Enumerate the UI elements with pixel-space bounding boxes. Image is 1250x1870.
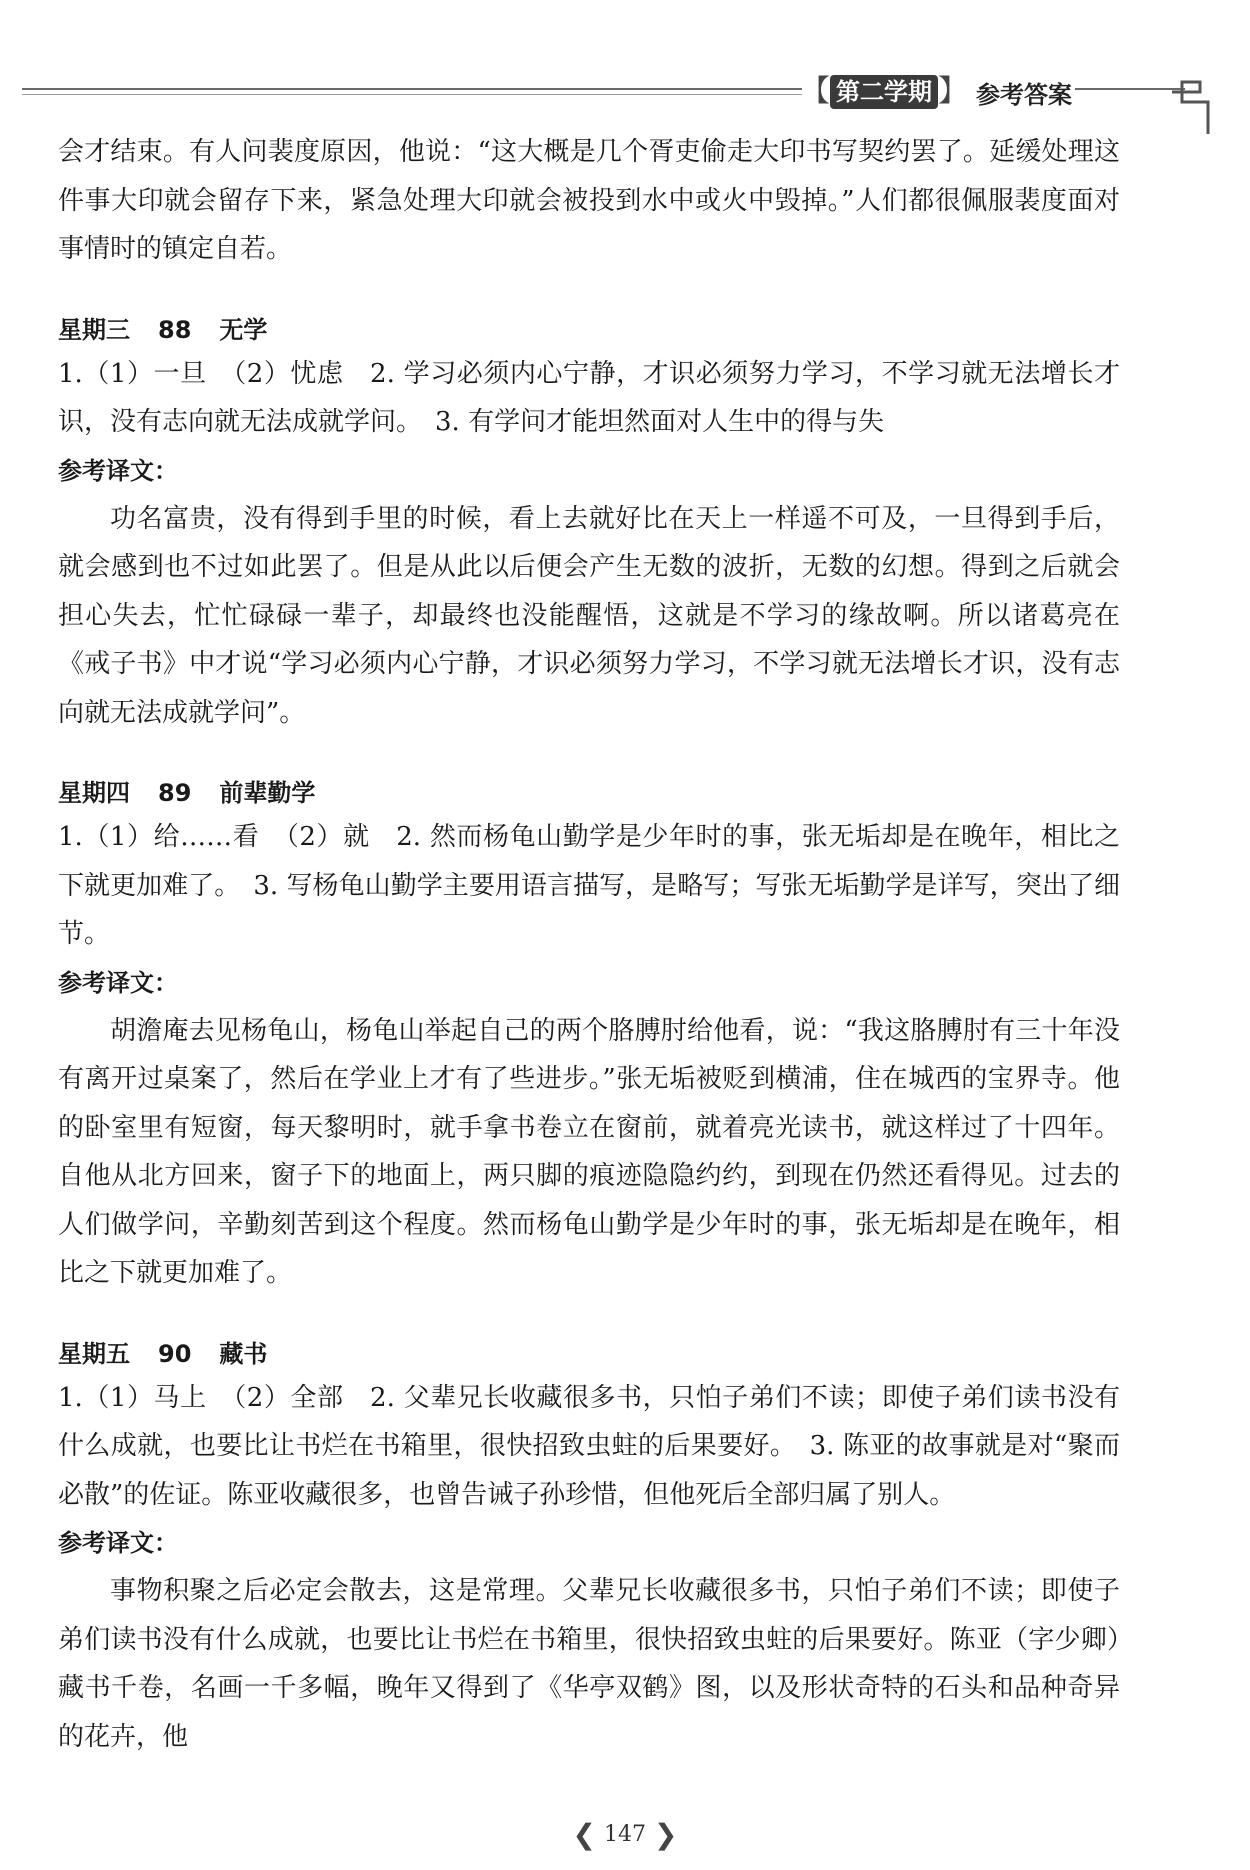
- section-title: [58, 1334, 1120, 1374]
- section-name: 无学: [219, 315, 268, 344]
- header-badge: [800, 74, 1072, 110]
- section-88: [58, 310, 1120, 738]
- section-number: 89: [158, 779, 192, 807]
- section-name: 藏书: [219, 1339, 268, 1368]
- page-footer: [0, 1818, 1250, 1851]
- header-title: 参考答案: [976, 80, 1072, 109]
- section-day: 星期三: [58, 315, 130, 344]
- page-content: [58, 128, 1120, 1761]
- bracket-left-icon: 【: [800, 74, 830, 109]
- translation-text: 胡澹庵去见杨龟山，杨龟山举起自己的两个胳膊肘给他看，说：“我这胳膊肘有三十年没有离开过桌案了，然后在学业上才有了些进步。”张无垢被贬到横浦，住在城西的宝界寺。他的卧室里有短窗，每天黎明时，就手拿书卷立在窗前，就着亮光读书，就这样过了十四年。自他从北方回来，窗子下的地面上，两只脚的痕迹隐隐约约，到现在仍然还看得见。过去的人们做学问，辛勤刻苦到这个程度。然而杨龟山勤学是少年时的事，张无垢却是在晚年，相比之下就更加难了。: [58, 1015, 1120, 1288]
- translation-label: 参考译文：: [58, 968, 178, 997]
- section-title: [58, 310, 1120, 350]
- header-rule-thin: [22, 94, 802, 95]
- page-number-group: [573, 1818, 678, 1851]
- section-89: [58, 773, 1120, 1298]
- translation-label: 参考译文：: [58, 456, 178, 485]
- header-rule: [22, 88, 802, 90]
- section-name: 前辈勤学: [219, 779, 316, 807]
- intro-paragraph: 会才结束。有人问裴度原因，他说：“这大概是几个胥吏偷走大印书写契约罢了。延缓处理这件事大印就会留存下来，紧急处理大印就会被投到水中或火中毁掉。”人们都很佩服裴度面对事情时的镇定自若。: [58, 137, 1120, 264]
- section-number: 88: [158, 315, 192, 344]
- section-day: 星期五: [58, 1339, 130, 1368]
- translation-text: 功名富贵，没有得到手里的时候，看上去就好比在天上一样遥不可及，一旦得到手后，就会感到也不过如此罢了。但是从此以后便会产生无数的波折，无数的幻想。得到之后就会担心失去，忙忙碌碌一辈子，却最终也没能醒悟，这就是不学习的缘故啊。所以诸葛亮在《戒子书》中才说“学习必须内心宁静，才识必须努力学习，不学习就无法增长才识，没有志向就无法成就学问”。: [58, 503, 1120, 728]
- bracket-right-icon: 】: [938, 74, 968, 109]
- section-90: [58, 1334, 1120, 1762]
- semester-badge: 第二学期: [830, 75, 938, 109]
- fret-ornament-icon: [1170, 76, 1210, 136]
- section-answers: 1.（1）马上 （2）全部 2. 父辈兄长收藏很多书，只怕子弟们不读；即使子弟们读书没有什么成就，也要比让书烂在书箱里，很快招致虫蛀的后果要好。 3. 陈亚的故事就是对“聚而必散”的佐证。陈亚收藏很多，也曾告诫子孙珍惜，但他死后全部归属了别人。: [58, 1382, 1120, 1510]
- header-rule-right: [1075, 88, 1185, 90]
- page-header: [0, 36, 1250, 116]
- chevron-right-icon: ❯: [654, 1818, 678, 1851]
- section-answers: 1.（1）给……看 （2）就 2. 然而杨龟山勤学是少年时的事，张无垢却是在晚年，相比之下就更加难了。 3. 写杨龟山勤学主要用语言描写，是略写；写张无垢勤学是详写，突出了细节。: [58, 822, 1120, 949]
- page-number: 147: [604, 1822, 646, 1847]
- section-number: 90: [158, 1339, 192, 1368]
- section-answers: 1.（1）一旦 （2）忧虑 2. 学习必须内心宁静，才识必须努力学习，不学习就无法增长才识，没有志向就无法成就学问。 3. 有学问才能坦然面对人生中的得与失: [58, 358, 1120, 437]
- section-day: 星期四: [58, 779, 130, 807]
- section-title: [58, 773, 1120, 813]
- translation-label: 参考译文：: [58, 1529, 178, 1557]
- chevron-left-icon: ❮: [572, 1818, 596, 1851]
- translation-text: 事物积聚之后必定会散去，这是常理。父辈兄长收藏很多书，只怕子弟们不读；即使子弟们读书没有什么成就，也要比让书烂在书箱里，很快招致虫蛀的后果要好。陈亚（字少卿）藏书千卷，名画一千多幅，晚年又得到了《华亭双鹤》图，以及形状奇特的石头和品种奇异的花卉，他: [58, 1576, 1120, 1752]
